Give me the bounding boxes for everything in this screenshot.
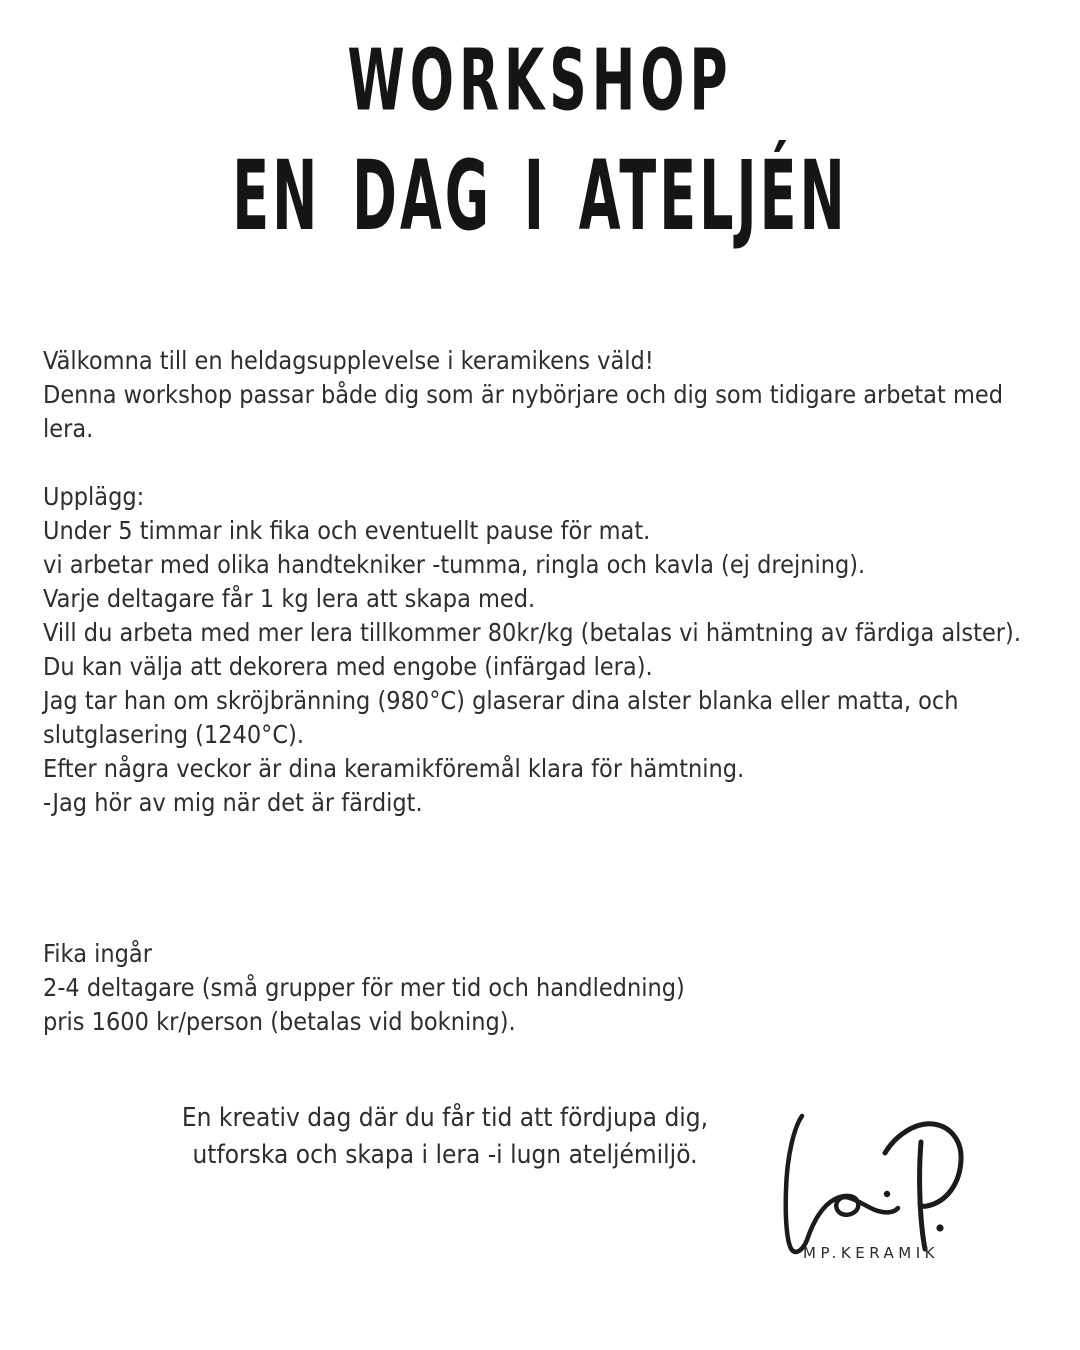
text-line: Jag tar han om skröjbränning (980°C) glaserar dina alster blanka eller matta, och <box>43 686 959 715</box>
section-label: Upplägg: <box>43 482 145 511</box>
text-line: Varje deltagare får 1 kg lera att skapa med. <box>43 584 536 613</box>
page-subtitle-text: EN DAG I ATELJÉN <box>232 140 848 253</box>
text-line: Vill du arbeta med mer lera tillkommer 80kr/kg (betalas vi hämtning av färdiga alster). <box>43 618 1022 647</box>
booking-info <box>43 937 685 1039</box>
text-line: utforska och skapa i lera -i lugn ateljémiljö. <box>192 1140 698 1170</box>
page-title-text: WORKSHOP <box>347 33 733 131</box>
mp-signature-icon <box>775 1098 980 1298</box>
text-line: pris 1600 kr/person (betalas vid bokning). <box>43 1007 516 1036</box>
text-line: vi arbetar med olika handtekniker -tumma, ringla och kavla (ej drejning). <box>43 550 866 579</box>
text-line: lera. <box>43 414 94 443</box>
text-line: Efter några veckor är dina keramikföremål klara för hämtning. <box>43 754 745 783</box>
text-line: 2-4 deltagare (små grupper för mer tid och handledning) <box>43 973 685 1002</box>
details-paragraph <box>43 480 1021 820</box>
page-subtitle <box>0 140 1080 253</box>
page-title <box>0 33 1080 131</box>
text-line: Under 5 timmar ink fika och eventuellt pause för mat. <box>43 516 651 545</box>
text-line: Välkomna till en heldagsupplevelse i keramikens väld! <box>43 346 654 375</box>
text-line: slutglasering (1240°C). <box>43 720 305 749</box>
intro-paragraph <box>43 344 1003 446</box>
text-line: Denna workshop passar både dig som är nybörjare och dig som tidigare arbetat med <box>43 380 1003 409</box>
text-line: Du kan välja att dekorera med engobe (infärgad lera). <box>43 652 653 681</box>
text-line: -Jag hör av mig när det är färdigt. <box>43 788 423 817</box>
brand-name: MP.KERAMIK <box>803 1244 940 1262</box>
closing-quote <box>180 1100 711 1174</box>
text-line: Fika ingår <box>43 939 152 968</box>
text-line: En kreativ dag där du får tid att fördjupa dig, <box>181 1103 709 1133</box>
logo <box>775 1098 980 1298</box>
